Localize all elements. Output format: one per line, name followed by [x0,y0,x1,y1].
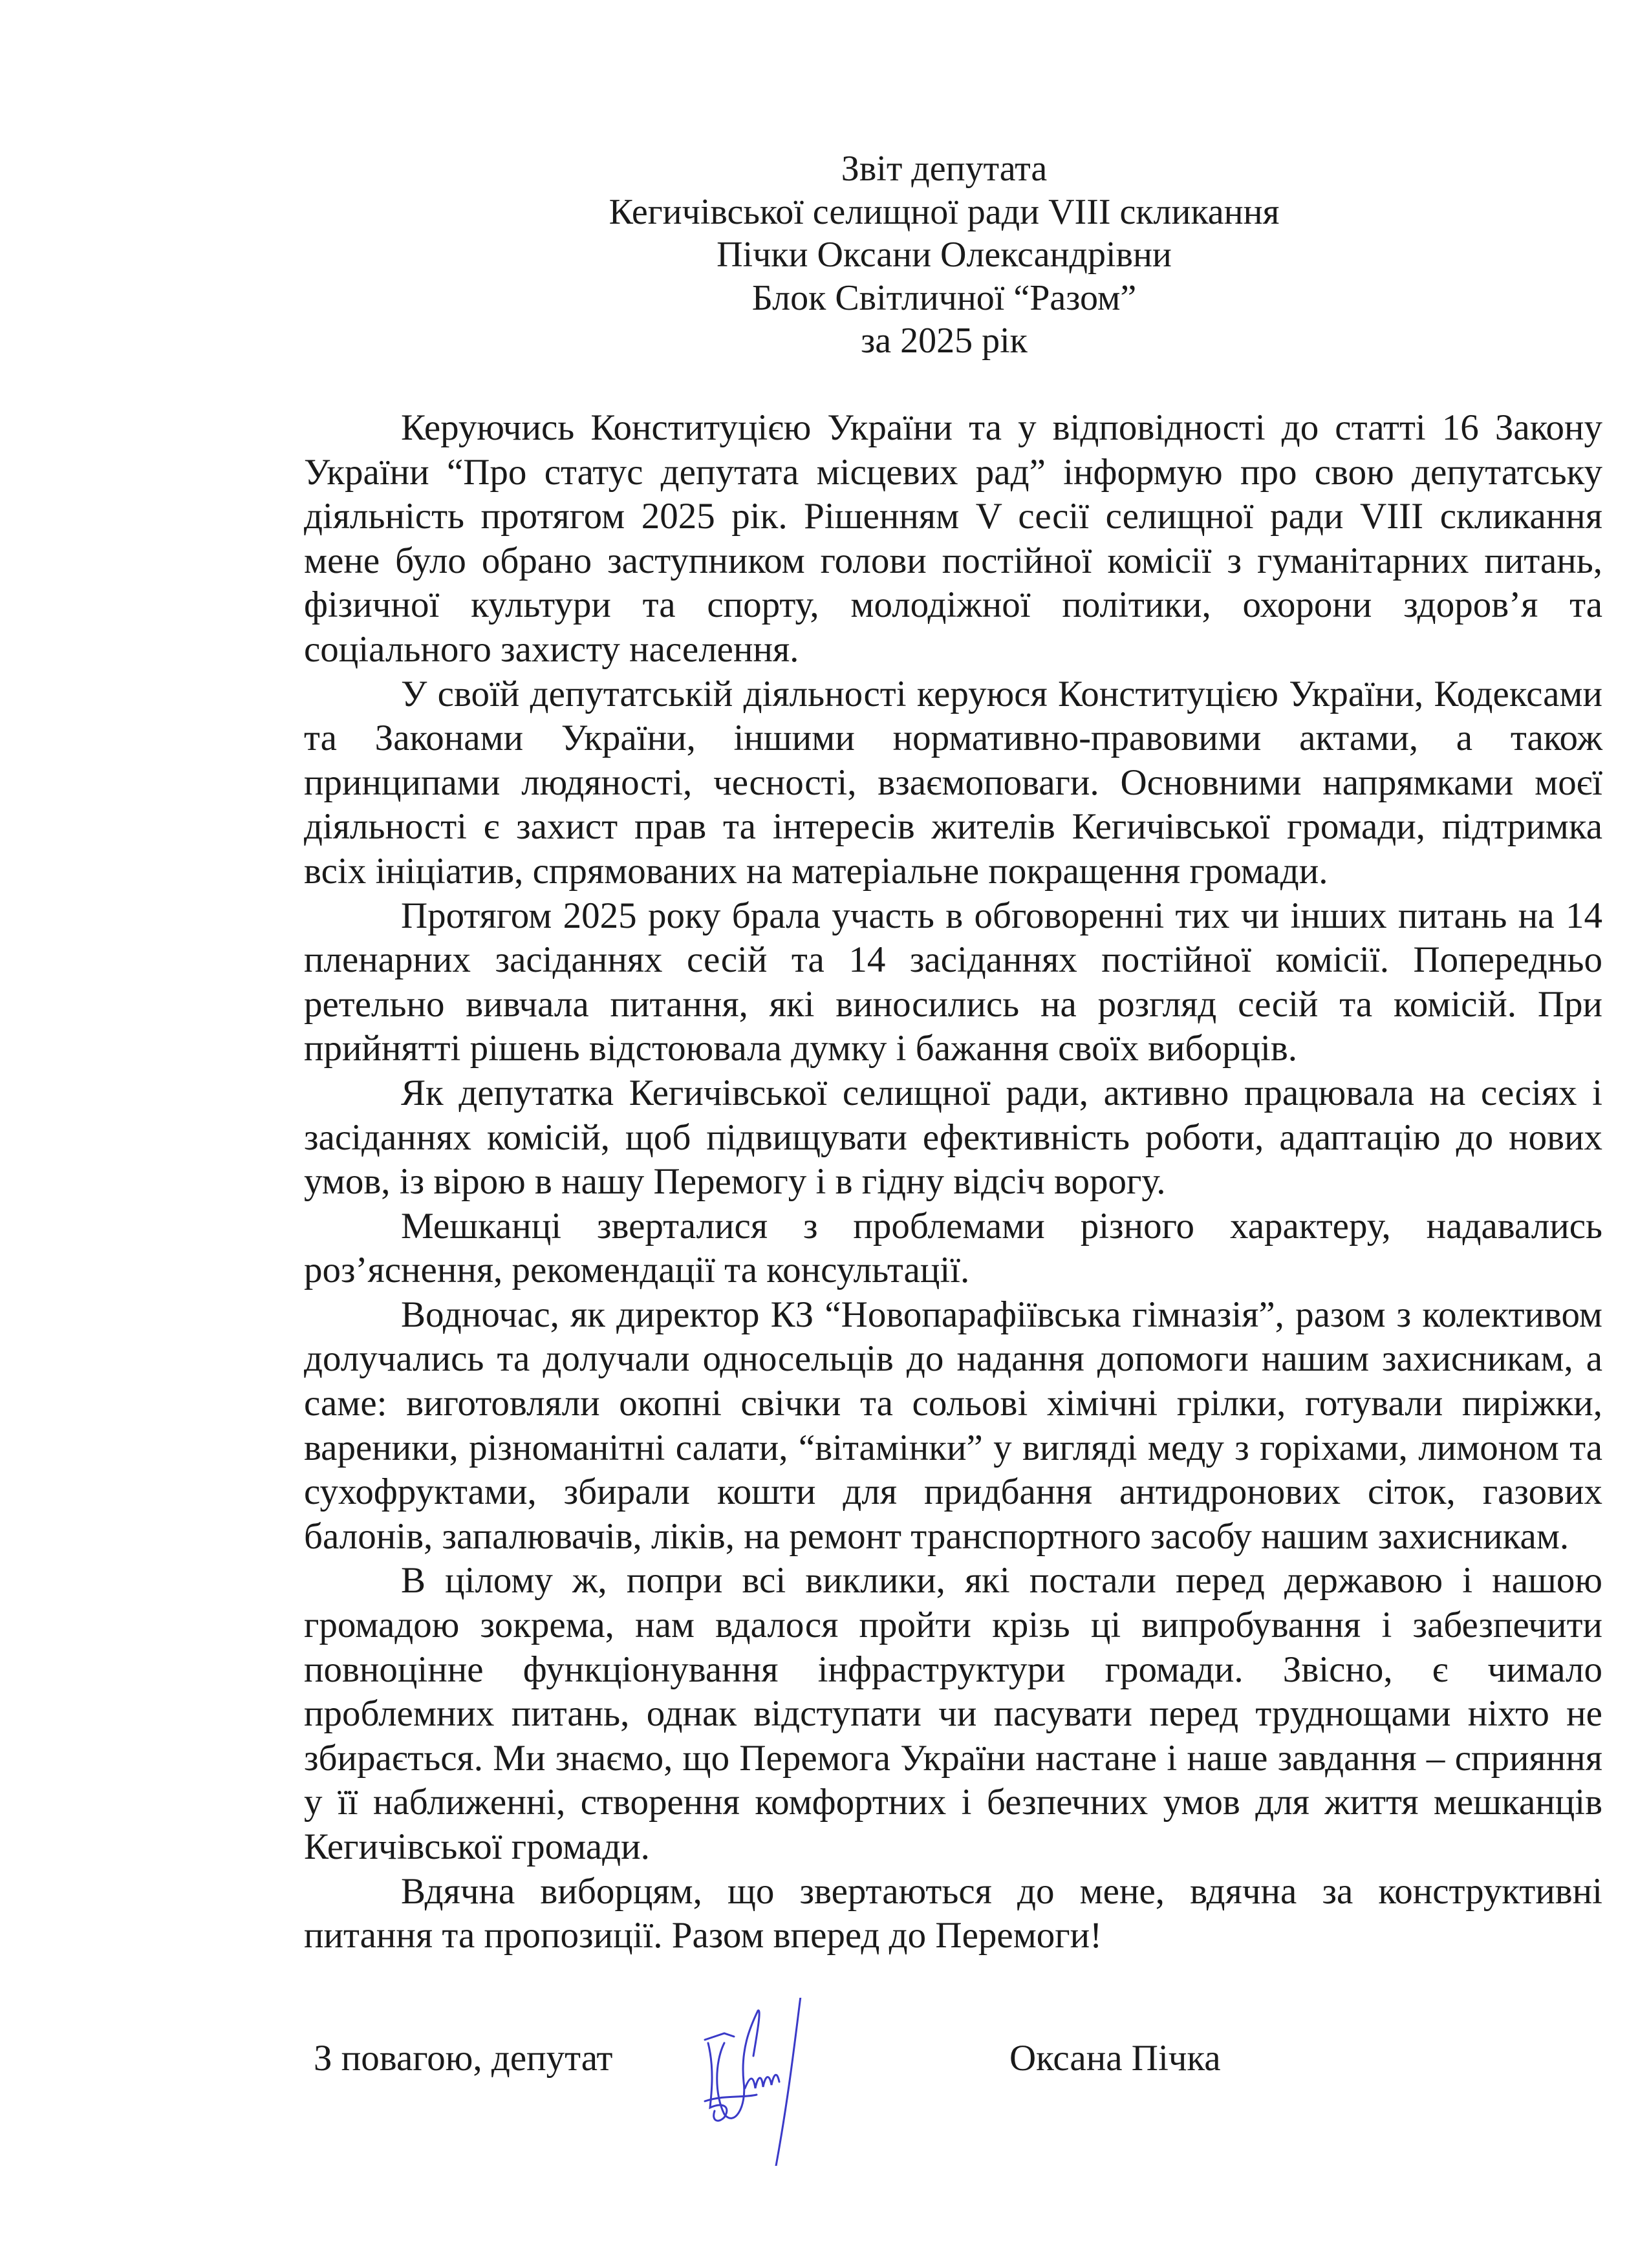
document-body [304,406,1602,1958]
paragraph: Мешканці зверталися з проблемами різного характеру, надавались роз’яснення, рекомендації та консультації. [304,1205,1602,1291]
paragraph: У своїй депутатській діяльності керуюся Конституцією України, Кодексами та Законами України, іншими нормативно-правовими актами, а також принципами людяності, чесності, взаємоповаги. Основними напрямками моєї діяльності є захист прав та інтересів жителів Кегичівської громади, підтримка всіх ініціатив, спрямованих на матеріальне покращення громади. [304,673,1602,892]
closing-salutation: З повагою, депутат [314,2038,613,2079]
title-line: Кегичівської селищної ради VIII скликання [609,191,1280,232]
paragraph: Вдячна виборцям, що звертаються до мене, вдячна за конструктивні питання та пропозиції. Разом вперед до Перемоги! [304,1870,1602,1956]
title-line: Звіт депутата [841,149,1048,189]
title-line: Блок Світличної “Разом” [751,277,1137,318]
paragraph: Протягом 2025 року брала участь в обговоренні тих чи інших питань на 14 пленарних засіданнях сесій та 14 засіданнях постійної комісії. Попередньо ретельно вивчала питання, які виносились на розгляд сесій та комісій. При прийнятті рішень відстоювала думку і бажання своїх виборців. [304,895,1602,1069]
paragraph: В цілому ж, попри всі виклики, які постали перед державою і нашою громадою зокрема, нам вдалося пройти крізь ці випробування і забезпечити повноцінне функціонування інфраструктури громади. Звісно, є чимало проблемних питань, однак відступати чи пасувати перед труднощами ніхто не збирається. Ми знаємо, що Перемога України настане і наше завдання – сприяння у її наближенні, створення комфортних і безпечних умов для життя мешканців Кегичівської громади. [304,1560,1602,1867]
document-title [0,147,1649,363]
signatory-name: Оксана Пічка [1009,2038,1221,2079]
paragraph: Як депутатка Кегичівської селищної ради, активно працювала на сесіях і засіданнях комісій, щоб підвищувати ефективність роботи, адаптацію до нових умов, із вірою в нашу Перемогу і в гідну відсіч ворогу. [304,1072,1602,1203]
title-line: Пічки Оксани Олександрівни [717,235,1172,275]
handwritten-signature [685,1998,879,2166]
paragraph: Керуючись Конституцією України та у відповідності до статті 16 Закону України “Про статус депутата місцевих рад” інформую про свою депутатську діяльність протягом 2025 рік. Рішенням V сесії селищної ради VIII скликання мене було обрано заступником голови постійної комісії з гуманітарних питань, фізичної культури та спорту, молодіжної політики, охорони здоров’я та соціального захисту населення. [304,407,1602,670]
paragraph: Водночас, як директор КЗ “Новопарафіївська гімназія”, разом з колективом долучались та долучали односельців до надання допомоги нашим захисникам, а саме: виготовляли окопні свічки та сольові хімічні грілки, готували пиріжки, вареники, різноманітні салати, “вітамінки” у вигляді меду з горіхами, лимоном та сухофруктами, збирали кошти для придбання антидронових сіток, газових балонів, запалювачів, ліків, на ремонт транспортного засобу нашим захисникам. [304,1294,1602,1557]
title-line: за 2025 рік [861,321,1028,361]
